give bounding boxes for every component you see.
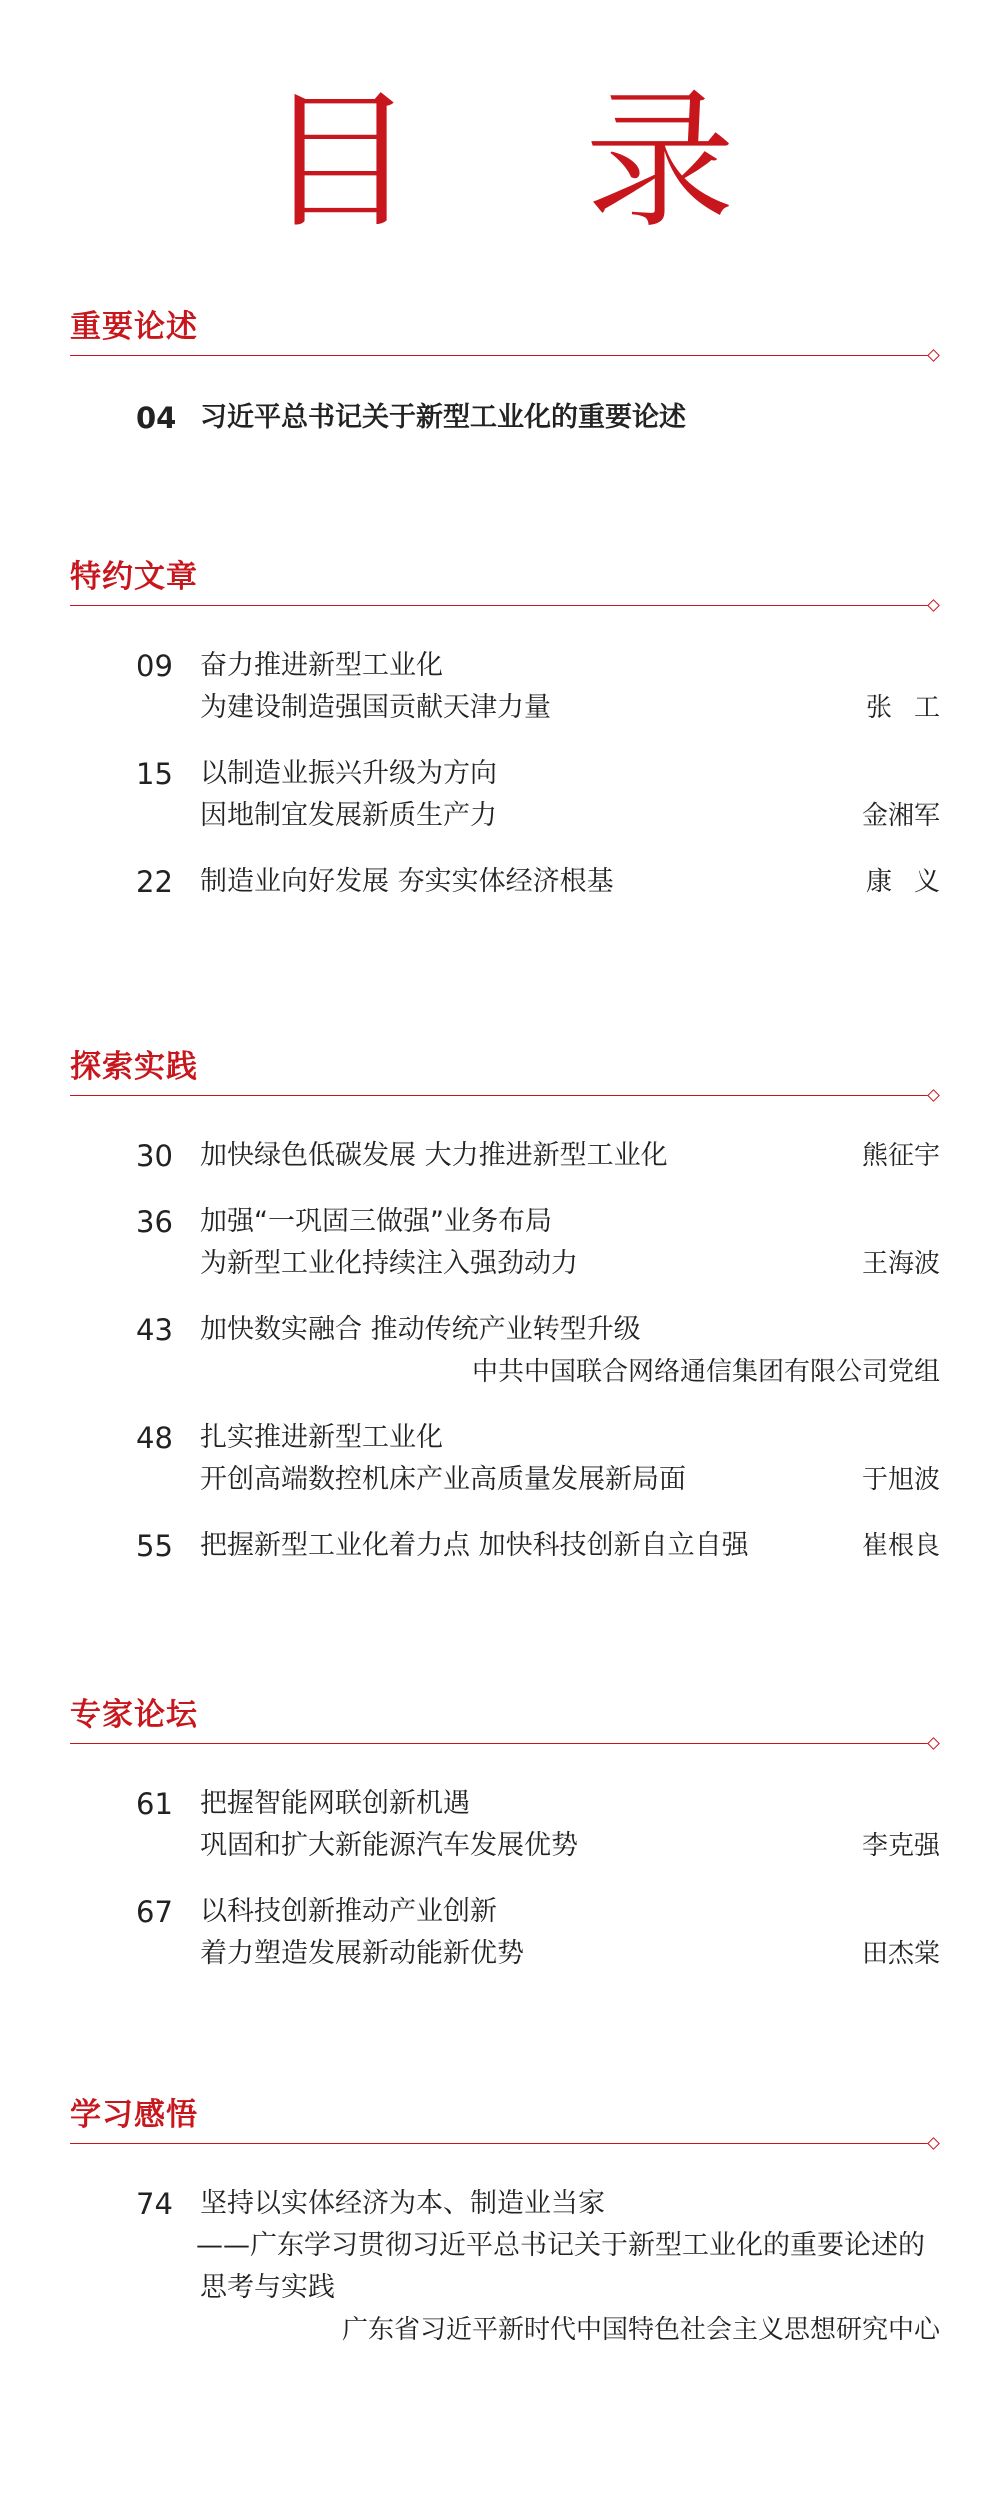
toc-entry[interactable] — [136, 1201, 940, 1285]
entry-author: 于旭波 — [861, 1465, 940, 1495]
entry-author: 中共中国联合网络通信集团有限公司党组 — [471, 1357, 940, 1387]
section-title: 专家论坛 — [70, 1697, 198, 1733]
page-number: 48 — [136, 1421, 173, 1455]
toc-entry[interactable] — [136, 1783, 940, 1867]
diamond-icon — [927, 2137, 940, 2150]
entry-subtitle: 思考与实践 — [200, 2272, 335, 2303]
entry-title: 着力塑造发展新动能新优势 — [200, 1938, 524, 1969]
entry-title: 制造业向好发展 夯实实体经济根基 — [200, 866, 614, 897]
diamond-icon — [927, 599, 940, 612]
entry-title: 坚持以实体经济为本、制造业当家 — [200, 2188, 605, 2219]
entry-author: 李克强 — [861, 1831, 940, 1861]
page-number: 22 — [136, 865, 173, 899]
diamond-icon — [927, 1737, 940, 1750]
entry-author: 张工 — [865, 693, 962, 723]
entry-author: 广东省习近平新时代中国特色社会主义思想研究中心 — [341, 2315, 940, 2345]
entry-author: 崔根良 — [861, 1531, 940, 1561]
entry-title: 以制造业振兴升级为方向 — [200, 758, 497, 789]
page-number: 09 — [136, 649, 173, 683]
entry-author: 王海波 — [861, 1249, 940, 1279]
entry-title: 加快数实融合 推动传统产业转型升级 — [200, 1314, 641, 1345]
section-divider — [70, 1095, 930, 1096]
page-number: 36 — [136, 1205, 173, 1239]
page-title-char: 目 — [264, 75, 415, 249]
section-header — [70, 1045, 940, 1105]
section-title: 探索实践 — [70, 1049, 198, 1085]
page-number: 61 — [136, 1787, 173, 1821]
toc-entry[interactable] — [136, 1525, 940, 1567]
diamond-icon — [927, 1089, 940, 1102]
entry-subtitle: ——广东学习贯彻习近平总书记关于新型工业化的重要论述的 — [196, 2230, 925, 2261]
entry-author: 熊征宇 — [861, 1141, 940, 1171]
entry-title: 扎实推进新型工业化 — [200, 1422, 443, 1453]
section-special-articles — [70, 555, 962, 903]
section-divider — [70, 2143, 930, 2144]
entry-title: 因地制宜发展新质生产力 — [200, 800, 497, 831]
entry-title: 奋力推进新型工业化 — [200, 650, 443, 681]
page-number: 15 — [136, 757, 173, 791]
section-header — [70, 305, 940, 365]
entry-author: 田杰棠 — [861, 1939, 940, 1969]
entry-title: 加快绿色低碳发展 大力推进新型工业化 — [200, 1140, 668, 1171]
toc-entry[interactable] — [136, 1135, 940, 1177]
entry-title: 把握新型工业化着力点 加快科技创新自立自强 — [200, 1530, 749, 1561]
toc-entry[interactable] — [136, 1891, 940, 1975]
page-title — [0, 75, 1000, 249]
toc-entry[interactable] — [136, 1309, 940, 1393]
entry-author: 金湘军 — [861, 801, 940, 831]
section-header — [70, 1693, 940, 1753]
toc-entry[interactable] — [136, 645, 962, 729]
section-exploration-practice — [70, 1045, 940, 1567]
page-number: 04 — [136, 401, 177, 435]
entry-title: 为新型工业化持续注入强劲动力 — [200, 1248, 578, 1279]
entry-title: 把握智能网联创新机遇 — [200, 1788, 470, 1819]
page-number: 30 — [136, 1139, 173, 1173]
section-important-remarks — [70, 305, 940, 439]
section-expert-forum — [70, 1693, 940, 1975]
section-header — [70, 2093, 940, 2153]
entry-title: 加强“一巩固三做强”业务布局 — [200, 1206, 552, 1237]
section-title: 重要论述 — [70, 309, 198, 345]
page-number: 74 — [136, 2187, 173, 2221]
page-number: 55 — [136, 1529, 173, 1563]
page-title-char: 录 — [585, 75, 736, 249]
page-number: 43 — [136, 1313, 173, 1347]
page-number: 67 — [136, 1895, 173, 1929]
toc-entry[interactable] — [136, 1417, 940, 1501]
toc-entry[interactable] — [136, 753, 940, 837]
toc-entry[interactable] — [136, 397, 940, 439]
diamond-icon — [927, 349, 940, 362]
entry-title: 为建设制造强国贡献天津力量 — [200, 692, 551, 723]
section-title: 特约文章 — [70, 559, 198, 595]
section-divider — [70, 355, 930, 356]
section-title: 学习感悟 — [70, 2097, 198, 2133]
section-divider — [70, 605, 930, 606]
entry-title: 开创高端数控机床产业高质量发展新局面 — [200, 1464, 686, 1495]
entry-author: 康义 — [865, 867, 962, 897]
entry-title: 习近平总书记关于新型工业化的重要论述 — [200, 402, 686, 433]
section-study-reflections — [70, 2093, 940, 2351]
toc-entry[interactable] — [136, 861, 962, 903]
entry-title: 以科技创新推动产业创新 — [200, 1896, 497, 1927]
section-divider — [70, 1743, 930, 1744]
section-header — [70, 555, 940, 615]
entry-title: 巩固和扩大新能源汽车发展优势 — [200, 1830, 578, 1861]
toc-entry[interactable] — [136, 2183, 940, 2351]
